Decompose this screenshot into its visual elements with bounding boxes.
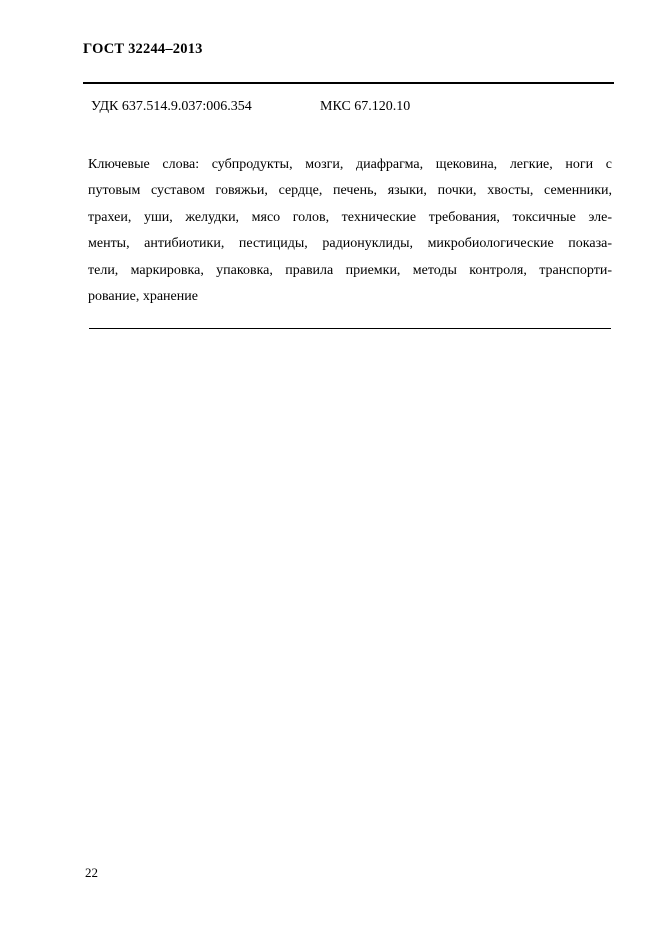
standard-number: ГОСТ 32244–2013 (83, 41, 203, 57)
keywords-line: тели, маркировка, упаковка, правила приемки, методы контроля, транспорти- (88, 262, 612, 278)
header-rule (83, 82, 614, 84)
udk-code: УДК 637.514.9.037:006.354 (91, 99, 252, 114)
page-number: 22 (85, 865, 98, 880)
keywords-line: путовым суставом говяжьи, сердце, печень, языки, почки, хвосты, семенники, (88, 183, 612, 199)
classification-codes (91, 99, 411, 115)
keywords-line: Ключевые слова: субпродукты, мозги, диафрагма, щековина, легкие, ноги с (88, 157, 612, 172)
keywords-line: рование, хранение (88, 288, 198, 304)
mks-code: МКС 67.120.10 (320, 99, 411, 114)
keywords-line: менты, антибиотики, пестициды, радионуклиды, микробиологические показа- (88, 236, 612, 252)
bottom-rule (89, 328, 611, 329)
keywords-paragraph (88, 152, 612, 310)
document-header (83, 41, 203, 58)
keywords-line: трахеи, уши, желудки, мясо голов, технические требования, токсичные эле- (88, 209, 612, 225)
